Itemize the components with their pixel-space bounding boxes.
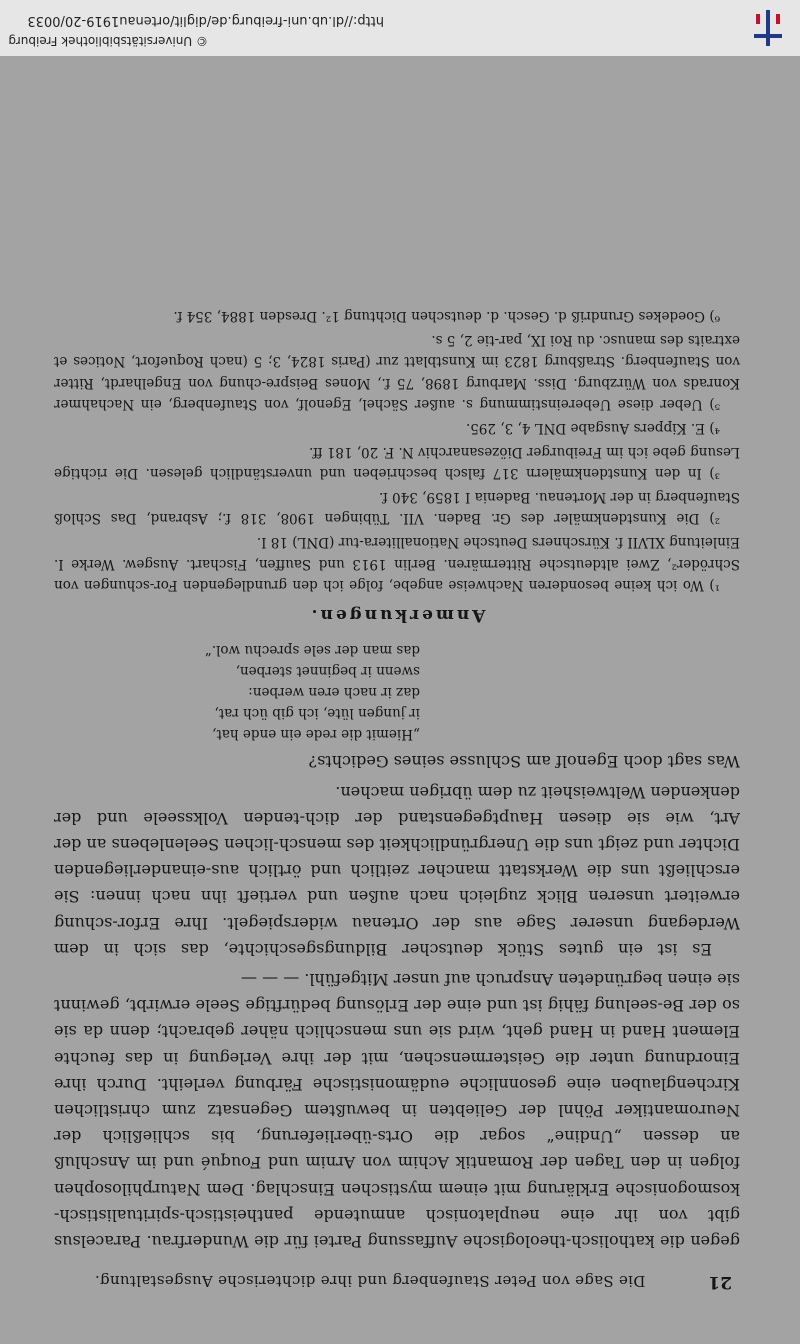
footnote: ³) In den Kunstdenkmälern 317 falsch beschrieben und unverständlich gelesen. Die richtige Lesung gebe ich im Freiburger Diözesanarchiv N. F. 20, 181 ff. <box>54 443 740 482</box>
page-number: 21 <box>708 1272 732 1292</box>
footnote: ²) Die Kunstdenkmäler des Gr. Baden. VII. Tübingen 1908, 318 f.; Asbrand, Das Schloß Staufenberg in der Mortenau. Badenia I 1859, 340 f. <box>54 488 740 527</box>
library-banner <box>0 0 800 56</box>
paragraph: Es ist ein gutes Stück deutscher Bildungsgeschichte, das sich in dem Werdegang unserer Sage aus der Ortenau widerspiegelt. Ihre Erfor-schung erweitert unseren Blick zugleich nach außen und vertieft ihn nach innen: Sie erschließt uns die Werkstatt mancher zeitlich und örtlich aus-einanderliegenden Dichter und zeigt uns die Unergründlichkeit des mensch-lichen Seelenlebens an der Art, wie sie diesen Hauptgegenstand der dich-tenden Volksseele und der denkenden Weltweisheit zu dem übrigen machen. <box>54 782 740 959</box>
paragraph: gegen die katholisch-theologische Auffassung Partei für die Wunderfrau. Paracelsus gibt von ihr eine neuplatonisch anmutende pantheistisch-spiritualistisch-kosmogonische Erklärung mit einem mystischen Einschlag. Dem Naturphilosophen folgen in den Tagen der Romantik Achim von Arnim und Fouqué und im Anschluß an dessen „Undine“ sogar die Orts-überlieferung, bis schließlich der Neuromantiker Pöhnl der Geliebten in bewußtem Gegensatz zum christlichen Kirchenglauben eine gesonnliche eudämonistische Färbung verleiht. Durch ihre Einordnung unter die Geistermenschen, mit der ihre Verlegung in das feuchte Element Hand in Hand geht, wird sie uns menschlich näher gebracht; denn da sie so der Be-seelung fähig ist und eine der Erlösung bedürftige Seele erwirbt, gewinnt sie einen begründeten Anspruch auf unser Mitgefühl. — — — <box>54 969 740 1251</box>
verse-line: swenn ir beginnet sterben, <box>235 663 420 680</box>
paragraph: Was sagt doch Egenolf am Schlusse seines Gedichts? <box>308 752 740 772</box>
verse-line: daz ir nach eren werben: <box>248 684 420 701</box>
copyright-text: © Universitätsbibliothek Freiburg <box>8 34 208 48</box>
verse-line: das man der sele sprechu wol.“ <box>204 642 420 659</box>
scanned-page <box>0 56 800 1344</box>
footnote: ⁴) E. Kippers Ausgabe DNL 4, 3, 295. <box>465 419 720 436</box>
footnote: ⁵) Ueber diese Uebereinstimmung s. außer Sächel, Egenolf, von Staufenberg, ein Nachahmer Konrads von Würzburg. Diss. Marburg 1898, 75 f., Mones Beispre-chung von Engelhardt, Ritter von Staufenberg. Straßburg 1823 im Kunstblatt zur (Paris 1824, 3; 5 (nach Roquefort, Notices et extraits des manusc. du Roi IX, par-tie 2, 5 s. <box>54 331 740 413</box>
running-head-title: Die Sage von Peter Staufenberg und ihre dichterische Ausgestaltung. <box>94 1272 646 1290</box>
permalink-url[interactable]: http://dl.ub.uni-freiburg.de/diglit/ortenau1919-20/0033 <box>27 13 384 28</box>
running-head <box>60 1266 740 1292</box>
footnote: ¹) Wo ich keine besonderen Nachweise angebe, folge ich den grundlegenden For-schungen von Schröder², Zwei altdeutsche Rittermären. Berlin 1913 und Sauffen, Fischart. Ausgew. Werke I. Einleitung XLVII f. Kürschners Deutsche Nationallitera-tur (DNL) 18 I. <box>54 533 740 594</box>
body-text <box>54 302 740 1254</box>
verse-quote <box>54 639 740 744</box>
notes-heading: Anmerkungen. <box>308 605 486 626</box>
verse-line: ir jungen lüte, ich gib üch rat, <box>214 705 420 722</box>
verse-line: „Hiemit die rede ein ende hat, <box>212 726 420 743</box>
footnote: ⁶) Goedekes Grundriß d. Gesch. d. deutschen Dichtung 1². Dresden 1884, 354 f. <box>173 308 720 325</box>
footnotes <box>54 304 740 595</box>
ub-freiburg-logo-icon <box>748 8 788 48</box>
